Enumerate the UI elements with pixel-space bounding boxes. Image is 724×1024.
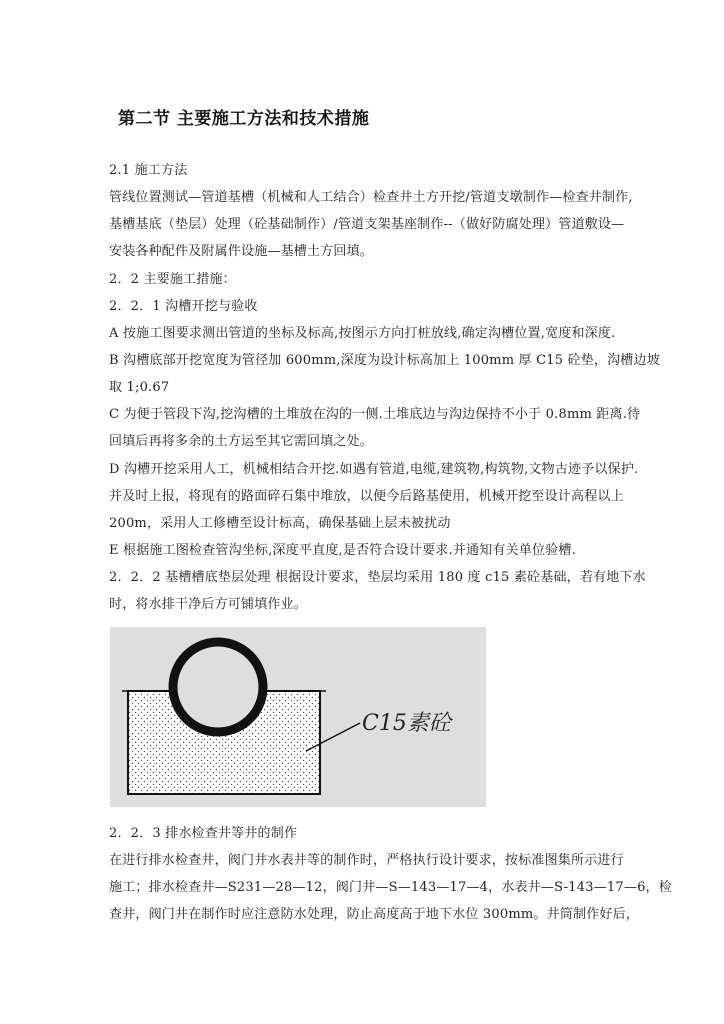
text-line: 在进行排水检查井，阀门井水表井等的制作时，严格执行设计要求，按标准图集所示进行 — [109, 853, 624, 868]
text-line: 2.1 施工方法 — [109, 163, 188, 178]
pipe-bedding-figure — [110, 627, 486, 807]
text-line: 基槽基底（垫层）处理（砼基础制作）/管道支架基座制作--（做好防腐处理）管道敷设— — [109, 217, 625, 232]
text-line: 安装各种配件及附属件设施—基槽土方回填。 — [109, 244, 374, 259]
pipe-bedding-diagram — [110, 627, 486, 807]
text-line: 并及时上报，将现有的路面碎石集中堆放，以便今后路基使用，机械开挖至设计高程以上 — [109, 489, 624, 504]
text-line: 取 1;0.67 — [109, 380, 170, 395]
section-heading: 第二节 主要施工方法和技术措施 — [118, 109, 370, 129]
text-line: 管线位置测试—管道基槽（机械和人工结合）检查井土方开挖/管道支墩制作—检查井制作, — [109, 190, 633, 205]
text-line: B 沟槽底部开挖宽度为管径加 600mm,深度为设计标高加上 100mm 厚 C15 砼垫，沟槽边坡 — [109, 353, 660, 368]
text-line: 回填后再将多余的土方运至其它需回填之处。 — [109, 434, 374, 449]
text-line: 时，将水排干净后方可铺填作业。 — [109, 597, 308, 612]
text-line: A 按施工图要求测出管道的坐标及标高,按图示方向打桩放线,确定沟槽位置,宽度和深度. — [109, 326, 616, 341]
text-line: 施工；排水检查井—S231—28—12，阀门井—S—143—17—4，水表井—S-143—17—6，检 — [109, 880, 672, 895]
text-line: 2．2．3 排水检查井等井的制作 — [109, 826, 298, 841]
text-line: 查井，阀门井在制作时应注意防水处理，防止高度高于地下水位 300mm。井筒制作好后， — [109, 907, 639, 922]
text-line: C 为便于管段下沟,挖沟槽的土堆放在沟的一侧.土堆底边与沟边保持不小于 0.8mm 距离.待 — [109, 407, 641, 422]
text-line: 2．2．1 沟槽开挖与验收 — [109, 299, 258, 314]
text-line: 200m，采用人工修槽至设计标高，确保基础上层未被扰动 — [109, 516, 451, 531]
text-line: 2．2．2 基槽槽底垫层处理 根据设计要求，垫层均采用 180 度 c15 素砼基础，若有地下水 — [109, 570, 646, 585]
text-line: 2．2 主要施工措施： — [109, 272, 236, 287]
text-line: D 沟槽开挖采用人工，机械相结合开挖.如遇有管道,电缆,建筑物,构筑物,文物古迹予以保护. — [109, 462, 639, 477]
text-line: E 根据施工图检查管沟坐标,深度平直度,是否符合设计要求.并通知有关单位验槽. — [109, 543, 576, 558]
concrete-label: C15素砼 — [362, 711, 451, 736]
pipe-circle — [173, 642, 263, 732]
